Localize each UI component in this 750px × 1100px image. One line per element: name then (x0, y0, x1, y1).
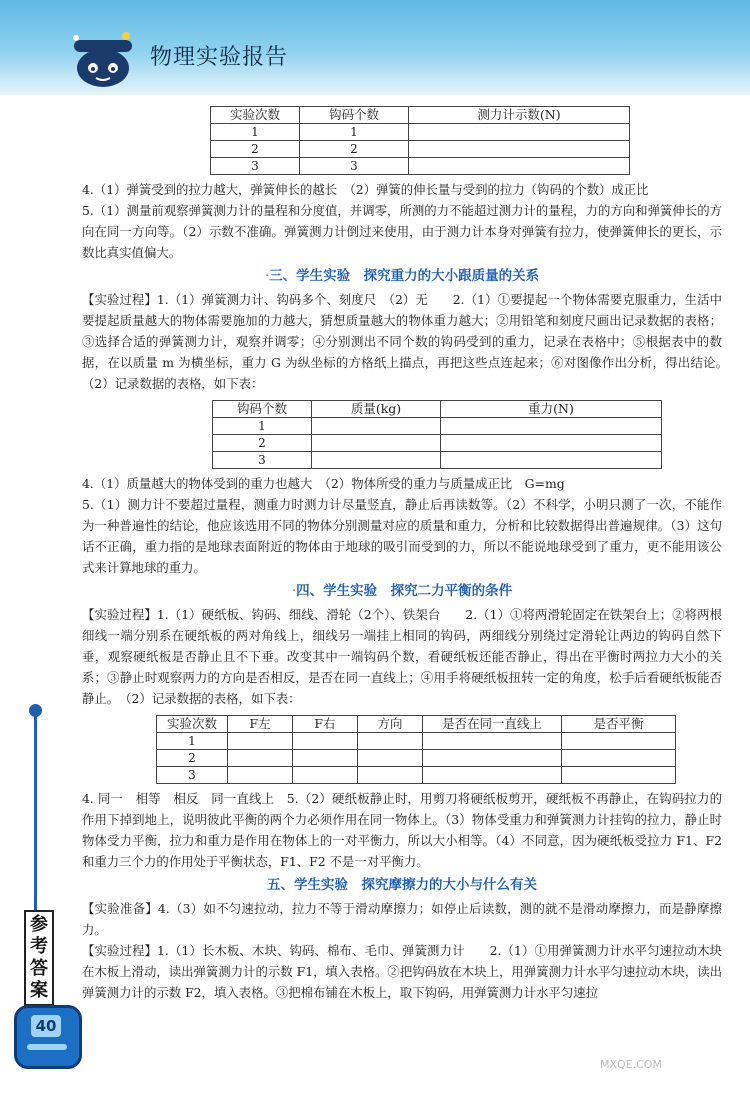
answer-5: 5.（1）测量前观察弹簧测力计的量程和分度值，并调零，所测的力不能超过测力计的量程，力的方向和弹簧伸长的方向在同一方向等。（2）示数不准确。弹簧测力计倒过来使用，由于测力计本身对弹簧有拉力，使弹簧伸长的更长，示数比真实值偏大。 (82, 203, 722, 260)
content (82, 100, 735, 1003)
watermark: MXQE.COM (600, 1058, 662, 1071)
table-gravity: 钩码个数 质量(kg) 重力(N) 1 2 3 (212, 400, 662, 469)
badge-bar (27, 1044, 67, 1050)
page-number: 40 (31, 1015, 61, 1037)
table-row: 3 (213, 452, 662, 469)
answer-4: 4.（1）弹簧受到的拉力越大，弹簧伸长的越长 （2）弹簧的伸长量与受到的拉力（钩码的个数）成正比 (82, 182, 649, 197)
table-row: 3 (157, 767, 676, 784)
table-spring: 实验次数 钩码个数 测力计示数(N) 1 1 2 2 3 3 (210, 106, 630, 175)
section-4-title: ·四、学生实验 探究二力平衡的条件 (291, 583, 513, 599)
table-row: 2 2 (211, 141, 630, 158)
sec3-process: 【实验过程】1.（1）弹簧测力计、钩码多个、刻度尺 （2）无 2.（1）①要提起一个物体需要克服重力，生活中要提起质量越大的物体需要施加的力越大，猜想质量越大的物体重力越大；②用铅笔和刻度尺画出记录数据的表格；③选择合适的弹簧测力计，观察并调零；④分别测出不同个数的钩码受到的重力，记录在表格中；⑤根据表中的数据，在以质量 m 为横坐标，重力 G 为纵坐标的方格纸上描点，再把这些点连起来；⑥对图像作出分析，得出结论。 （2）记录数据的表格，如下表： (82, 292, 735, 391)
sec3-answer-5: 5.（1）测力计不要超过量程，测重力时测力计尽量竖直，静止后再读数等。（2）不科学，小明只测了一次，不能作为一种普遍性的结论，他应该选用不同的物体分别测量对应的质量和重力，分析和比较数据得出普遍规律。（3）这句话不正确，重力指的是地球表面附近的物体由于地球的吸引而受到的力，所以不能说地球受到了重力，更不能用该公式来计算地球的重力。 (82, 497, 722, 575)
table-row: 1 (213, 418, 662, 435)
sec5-process: 【实验过程】1.（1）长木板、木块、钩码、棉布、毛巾、弹簧测力计 2.（1）①用弹簧测力计水平匀速拉动木块在木板上滑动，读出弹簧测力计的示数 F1，填入表格。②把钩码放在木块上，用弹簧测力计水平匀速拉动木块，读出弹簧测力计的示数 F2，填入表格。③把棉布铺在木板上，取下钩码，用弹簧测力计水平匀速拉 (82, 943, 722, 1000)
section-3-title: ·三、学生实验 探究重力的大小跟质量的关系 (264, 268, 540, 284)
sec5-prep: 【实验准备】4.（3）如不匀速拉动，拉力不等于滑动摩擦力；如停止后读数，测的就不是滑动摩擦力，而是静摩擦力。 (82, 901, 722, 937)
sec4-process: 【实验过程】1.（1）硬纸板、钩码、细线、滑轮（2个）、铁架台 2.（1）①将两滑轮固定在铁架台上；②将两根细线一端分别系在硬纸板的两对角线上，细线另一端挂上相同的钩码，两细线分别绕过定滑轮让两边的钩码自然下垂，观察硬纸板是否静止且不下垂。改变其中一端钩码个数，看硬纸板还能否静止，得出在平衡时两拉力大小的关系；③静止时观察两力的方向是否相反，是否在同一直线上；④用手将硬纸板扭转一定的角度，松手后看硬纸板能否静止。 （2）记录数据的表格，如下表： (82, 607, 722, 706)
table-row: 2 (213, 435, 662, 452)
table-row: 1 1 (211, 124, 630, 141)
table-row: 2 (157, 750, 676, 767)
page-header (0, 0, 750, 95)
table-balance: 实验次数 F左 F右 方向 是否在同一直线上 是否平衡 1 2 3 (156, 715, 676, 784)
sec4-answers: 4. 同一 相等 相反 同一直线上 5.（2）硬纸板静止时，用剪刀将硬纸板剪开，硬纸板不再静止，在钩码拉力的作用下掉到地上，说明彼此平衡的两个力必须作用在同一物体上。（3）物体受重力和弹簧测力计挂钩的拉力，静止时物体受力平衡，拉力和重力是作用在物体上的一对平衡力，所以大小相等。（4）不同意，因为硬纸板受拉力 F1、F2 和重力三个力的作用处于平衡状态，F1、F2 不是一对平衡力。 (82, 791, 722, 869)
table-row: 3 3 (211, 158, 630, 175)
table-row: 1 (157, 733, 676, 750)
page-number-badge (14, 1005, 82, 1069)
sec3-answer-4: 4.（1）质量越大的物体受到的重力也越大 （2）物体所受的重力与质量成正比 G=mg (82, 476, 565, 491)
answer-key-label: 参考答案 (24, 910, 54, 1006)
section-5-title: 五、学生实验 探究摩擦力的大小与什么有关 (267, 877, 537, 893)
page-title: 物理实验报告 (150, 45, 289, 70)
telephone-mascot-icon (68, 28, 138, 90)
